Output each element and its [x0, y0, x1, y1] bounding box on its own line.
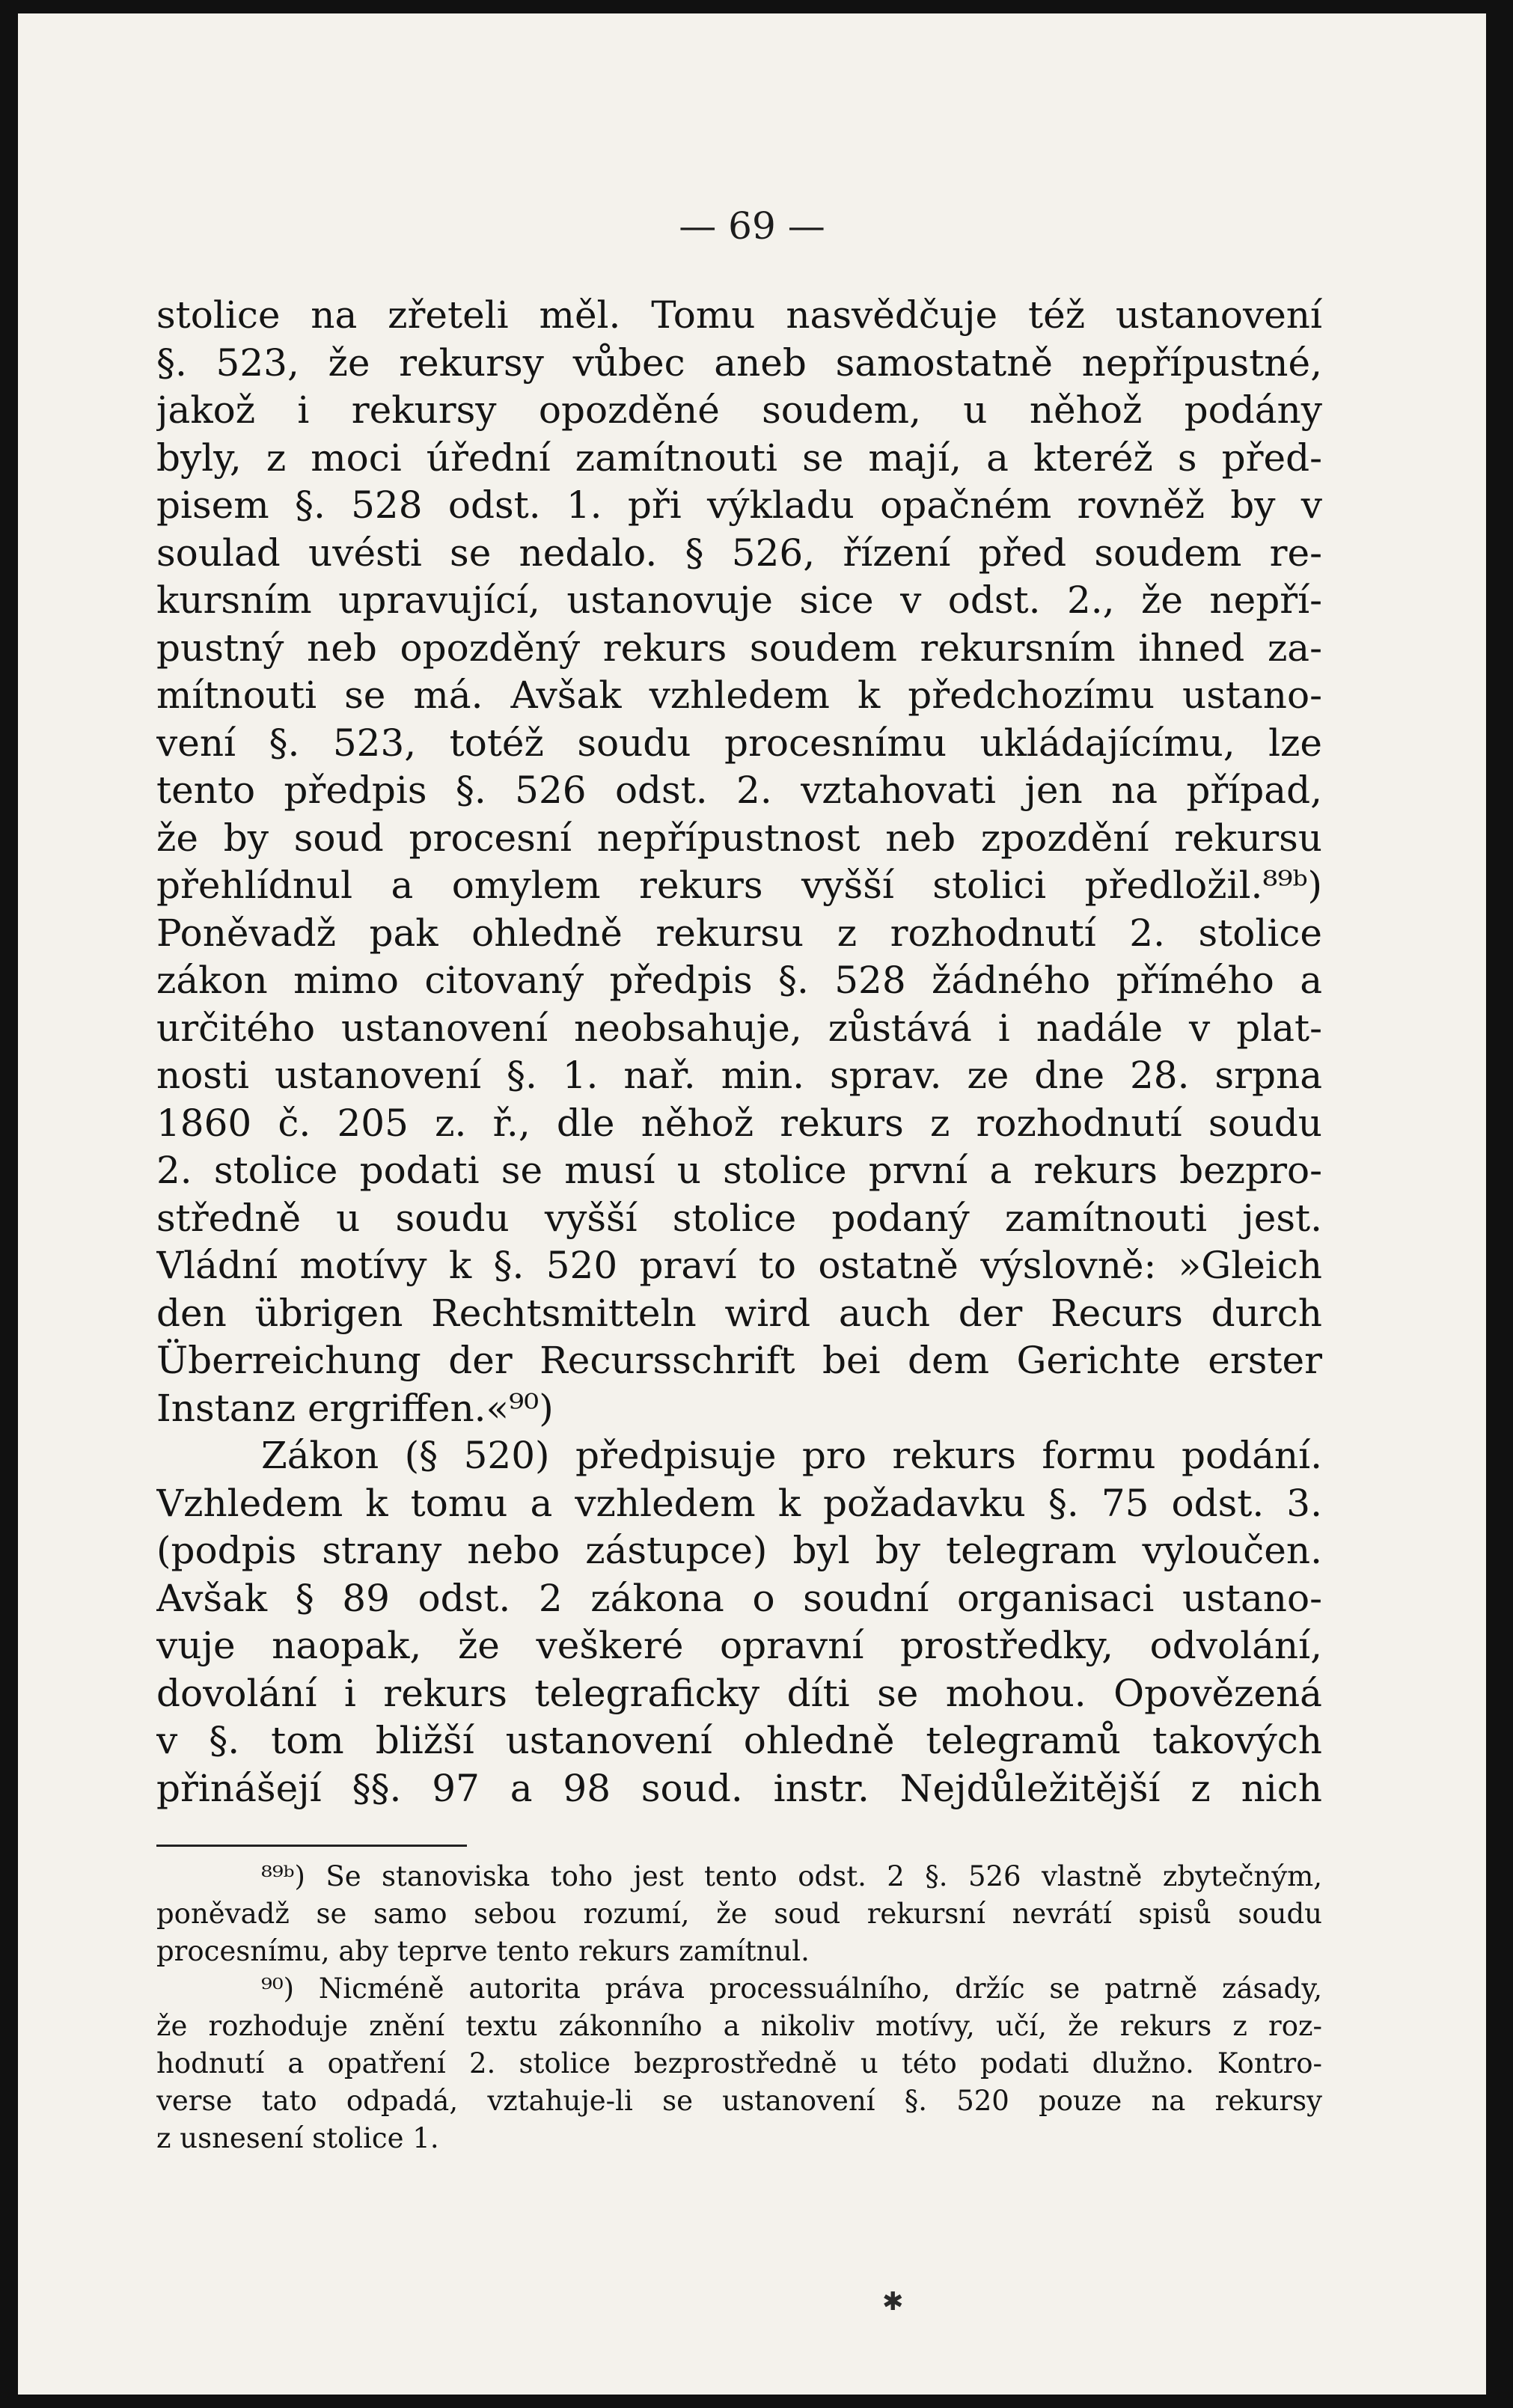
text-line: §. 523, že rekursy vůbec aneb samostatně nepřípustné, — [156, 340, 1322, 385]
text-line: přehlídnul a omylem rekurs vyšší stolici předložil.⁸⁹ᵇ) — [156, 864, 1322, 907]
text-line: v §. tom bližší ustanovení ohledně telegramů takových — [156, 1719, 1322, 1762]
text-line: pisem §. 528 odst. 1. při výkladu opačném rovněž by v — [156, 483, 1322, 527]
text-line: soulad uvésti se nedalo. § 526, řízení před soudem re- — [156, 531, 1322, 575]
footnote-line: procesnímu, aby teprve tento rekurs zamítnul. — [156, 1935, 810, 1967]
text-line: určitého ustanovení neobsahuje, zůstává i nadále v plat- — [156, 1006, 1322, 1050]
footnotes — [156, 1858, 1322, 2157]
text-line: kursním upravující, ustanovuje sice v odst. 2., že nepří- — [156, 578, 1322, 622]
text-line: nosti ustanovení §. 1. nař. min. sprav. ze dne 28. srpna — [156, 1054, 1322, 1097]
text-line: byly, z moci úřední zamítnouti se mají, a kteréž s před- — [156, 436, 1322, 480]
text-line: přinášejí §§. 97 a 98 soud. instr. Nejdůležitější z nich — [156, 1766, 1322, 1810]
text-line: stolice na zřeteli měl. Tomu nasvědčuje též ustanovení — [156, 293, 1322, 337]
text-line: mítnouti se má. Avšak vzhledem k předchozímu ustano- — [156, 673, 1322, 717]
text-line: Vládní motívy k §. 520 praví to ostatně výslovně: »Gleich — [156, 1244, 1322, 1287]
text-line: 1860 č. 205 z. ř., dle něhož rekurs z rozhodnutí soudu — [156, 1101, 1322, 1145]
paragraph-start-line: Zákon (§ 520) předpisuje pro rekurs formu podání. — [261, 1434, 1322, 1477]
footnote-line: poněvadž se samo sebou rozumí, že soud rekursní nevrátí spisů soudu — [156, 1898, 1322, 1930]
text-line: zákon mimo citovaný předpis §. 528 žádného přímého a — [156, 959, 1322, 1002]
footnote-line: ⁸⁹ᵇ) Se stanoviska toho jest tento odst. 2 §. 526 vlastně zbytečným, — [261, 1860, 1322, 1892]
text-line: vení §. 523, totéž soudu procesnímu ukládajícímu, lze — [156, 721, 1322, 765]
text-line: že by soud procesní nepřípustnost neb zpozdění rekursu — [156, 816, 1322, 860]
main-text — [156, 292, 1322, 1812]
text-line: pustný neb opozděný rekurs soudem rekursním ihned za- — [156, 626, 1322, 670]
text-line: středně u soudu vyšší stolice podaný zamítnouti jest. — [156, 1196, 1322, 1240]
footnote-line: z usnesení stolice 1. — [156, 2122, 439, 2154]
text-line: Avšak § 89 odst. 2 zákona o soudní organisaci ustano- — [156, 1576, 1322, 1620]
text-line: Instanz ergriffen.«⁹⁰) — [156, 1386, 554, 1430]
text-line: tento předpis §. 526 odst. 2. vztahovati jen na případ, — [156, 768, 1322, 812]
text-line: Überreichung der Recursschrift bei dem Gerichte erster — [156, 1339, 1322, 1382]
text-line: Poněvadž pak ohledně rekursu z rozhodnutí 2. stolice — [156, 911, 1322, 955]
text-line: jakož i rekursy opozděné soudem, u něhož podány — [156, 388, 1322, 432]
text-line: vuje naopak, že veškeré opravní prostředky, odvolání, — [156, 1624, 1322, 1667]
page-number: — 69 — — [679, 204, 825, 248]
book-page — [18, 13, 1486, 2395]
footnote-line: ⁹⁰) Nicméně autorita práva processuálního, držíc se patrně zásady, — [261, 1972, 1322, 2005]
footnote-divider — [156, 1845, 467, 1847]
text-line: 2. stolice podati se musí u stolice první a rekurs bezpro- — [156, 1149, 1322, 1192]
footnote-line: že rozhoduje znění textu zákonního a nikoliv motívy, učí, že rekurs z roz- — [156, 2010, 1322, 2042]
text-line: dovolání i rekurs telegraficky díti se mohou. Opovězená — [156, 1671, 1322, 1715]
printer-mark: ✱ — [882, 2287, 904, 2317]
text-line: den übrigen Rechtsmitteln wird auch der Recurs durch — [156, 1291, 1322, 1335]
footnote-line: verse tato odpadá, vztahuje-li se ustanovení §. 520 pouze na rekursy — [156, 2085, 1322, 2117]
footnote-line: hodnutí a opatření 2. stolice bezprostředně u této podati dlužno. Kontro- — [156, 2047, 1322, 2080]
text-line: (podpis strany nebo zástupce) byl by telegram vyloučen. — [156, 1529, 1322, 1572]
text-line: Vzhledem k tomu a vzhledem k požadavku §. 75 odst. 3. — [156, 1481, 1322, 1525]
